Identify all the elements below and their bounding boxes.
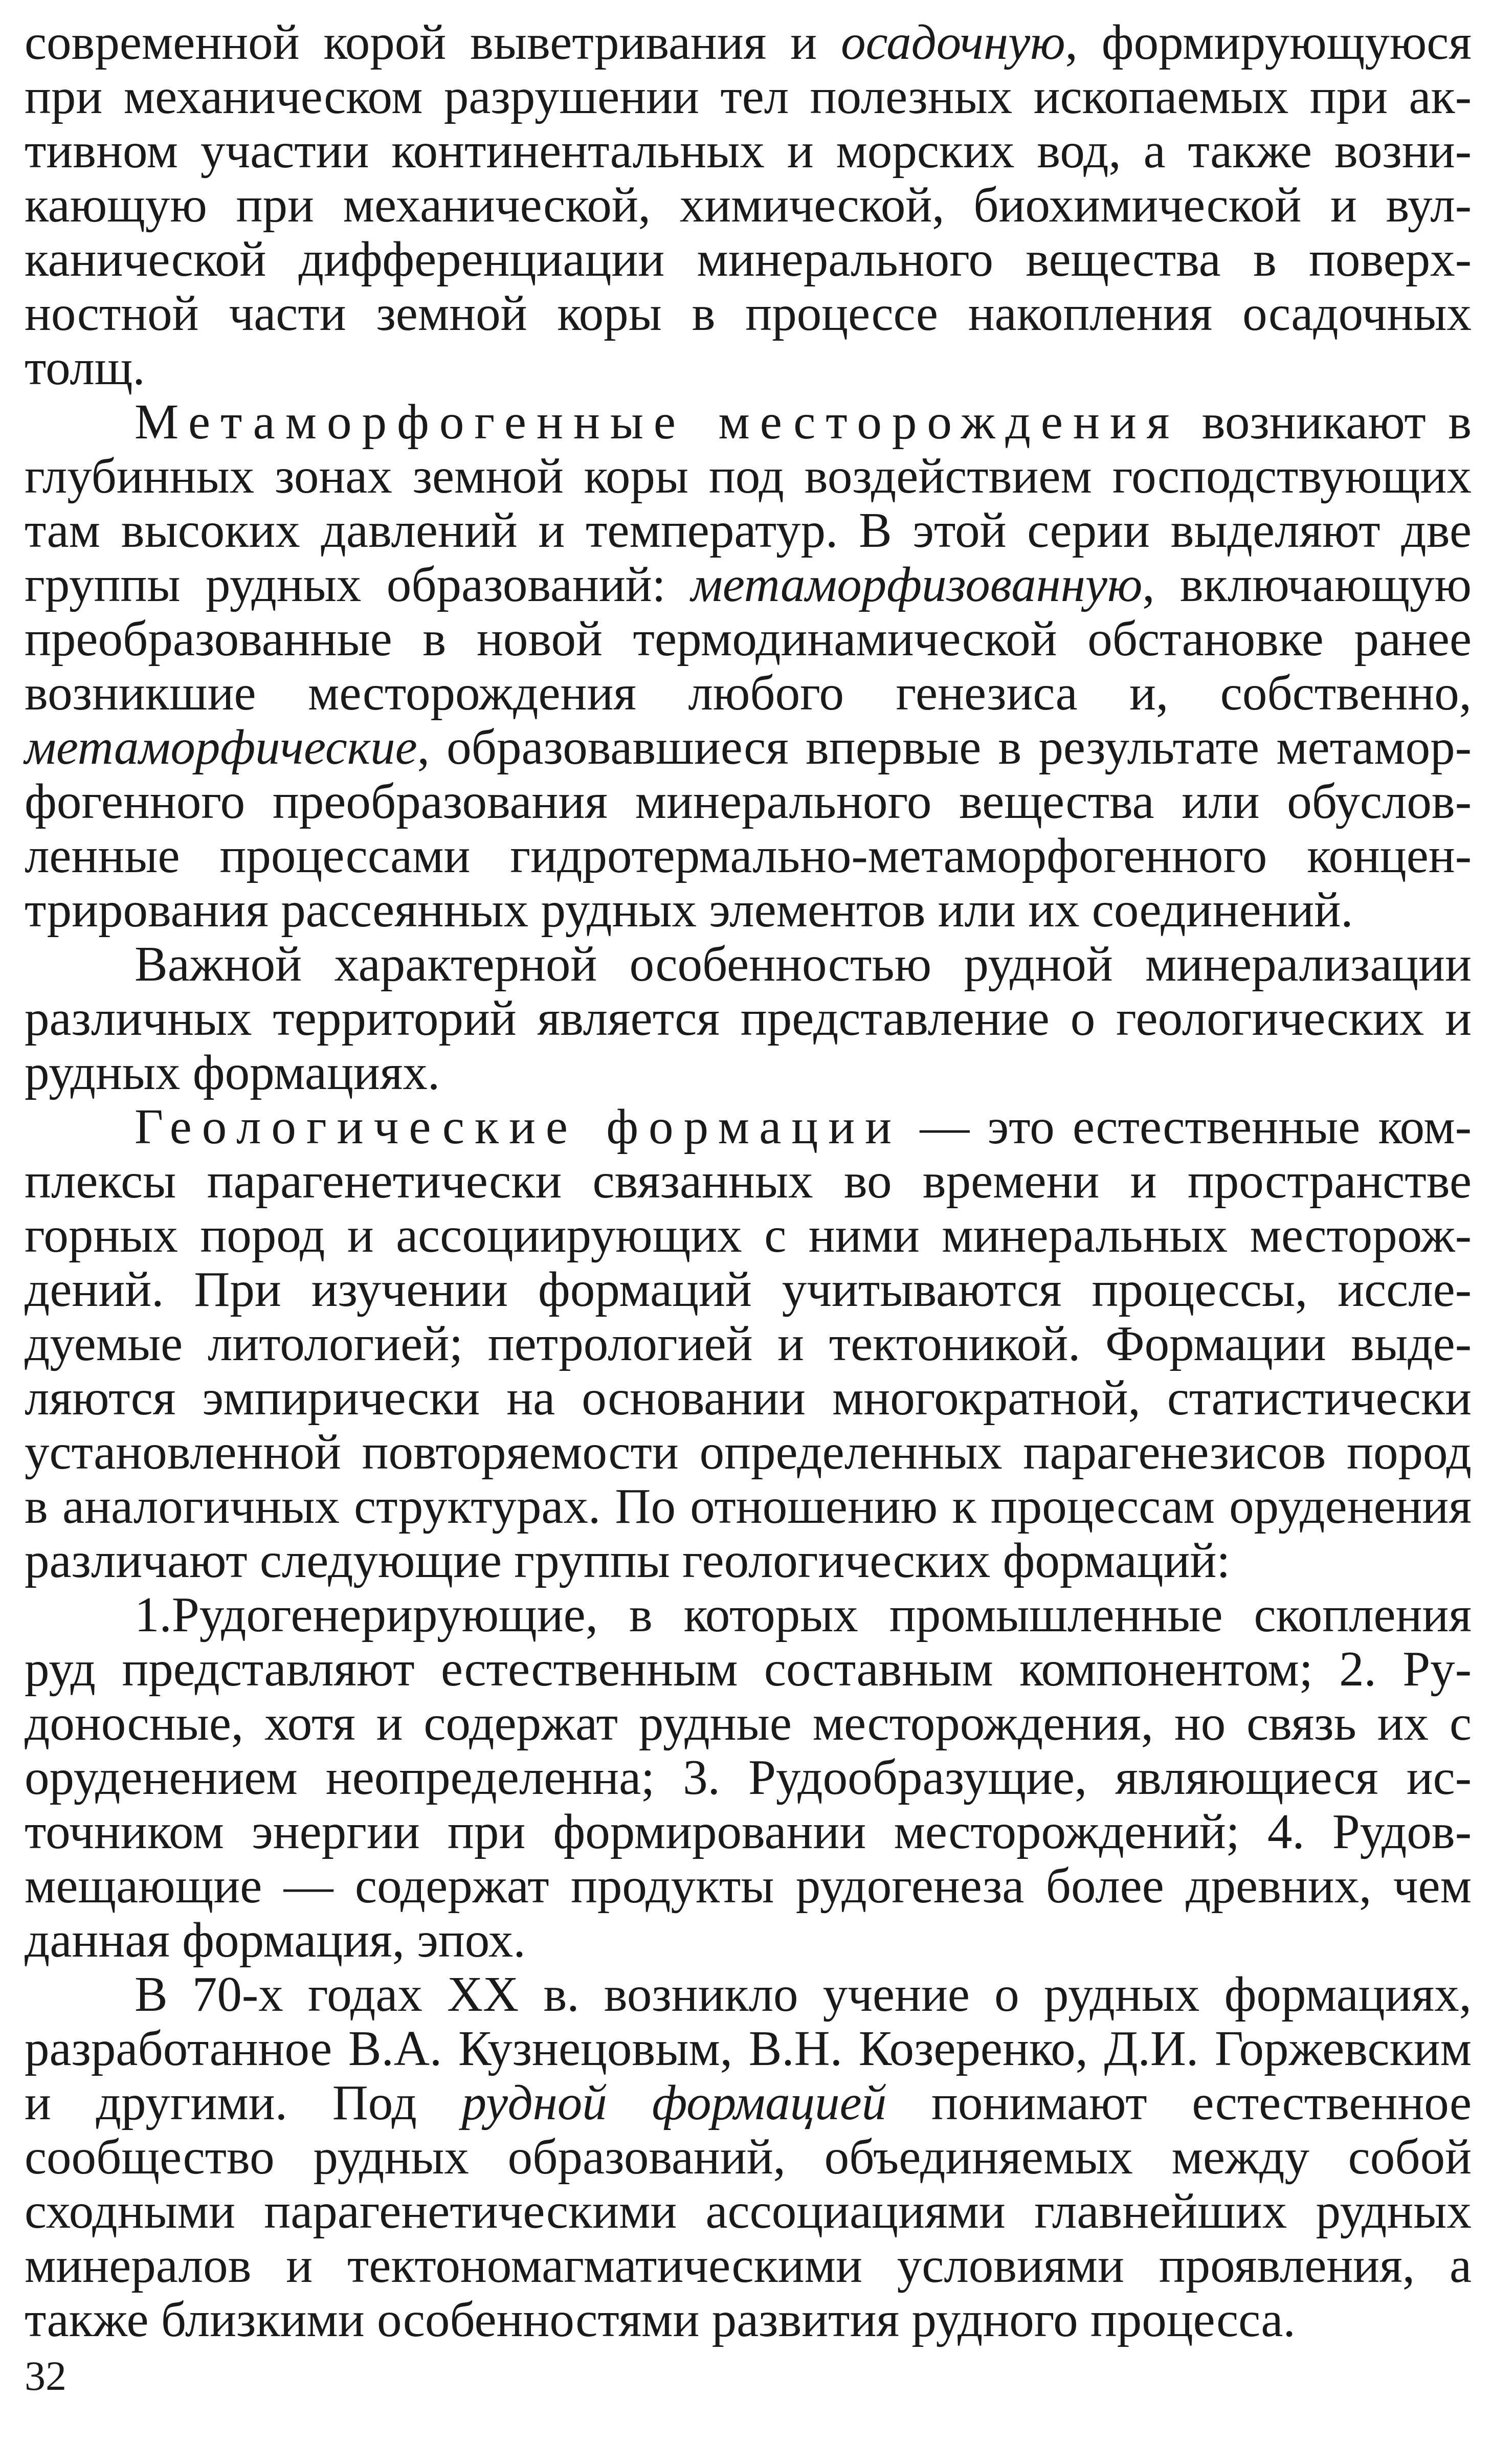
text-run: понимают естественное сообщество рудных образований, объединяемых между собой сходными парагенетическими ассоциациями главнейших рудных минералов и тектономагматическими условиями проявления, а также близкими особенностями развития рудного процесса. [25,2075,1472,2347]
body-text [25,15,1472,2347]
paragraph-p1 [25,15,1472,395]
page-number: 32 [25,2352,66,2399]
text-run: , формирующуюся при механическом разрушении тел полезных ископаемых при активном участии континентальных и морских вод, а также возникающую при механической, химической, биохимической и вулканической дифференциации минерального вещества в поверхностной части земной коры в процессе накопления осадочных толщ. [25,15,1472,395]
text-run: возникают в глубинных зонах земной коры под воздействием господствующих там высоких давлений и температур. В этой серии выделяют две группы рудных образований: [25,394,1472,612]
text-run: Важной характерной особенностью рудной минерализации различных территорий является представление о геологических и рудных формациях. [25,937,1472,1100]
italic-term: осадочную [841,15,1065,70]
paragraph-p5 [25,1588,1472,1967]
italic-term: метаморфические [25,720,417,774]
italic-term: метаморфизованную [691,557,1143,612]
text-run: — это естественные комплексы парагенетически связанных во времени и пространстве горных пород и ассоциирующих с ними минеральных месторождений. При изучении формаций учитываются процессы, исследуемые литологией; петрологией и тектоникой. Формации выделяются эмпирически на основании многократной, статистически установленной повторяемости определенных парагенезисов пород в аналогичных структурах. По отношению к процессам оруденения различают следующие группы геологических формаций: [25,1099,1472,1588]
paragraph-p2 [25,395,1472,937]
spaced-term: Геологические формации [135,1099,902,1154]
text-run: , включающую преобразованные в новой термодинамической обстановке ранее возникшие месторождения любого генезиса и, собственно, [25,557,1472,720]
paragraph-p3 [25,937,1472,1100]
text-run: В 70-х годах XX в. возникло учение о рудных формациях, разработанное В.А. Кузнецовым, В.Н. Козеренко, Д.И. Горжевским и другими. Под [25,1967,1472,2130]
paragraph-p6 [25,1967,1472,2347]
spaced-term: Метаморфогенные месторождения [135,394,1180,449]
text-run: 1.Рудогенерирующие, в которых промышленные скопления руд представляют естественным составным компонентом; 2. Рудоносные, хотя и содержат рудные месторождения, но связь их с оруденением неопределенна; 3. Рудообразущие, являющиеся источником энергии при формировании месторождений; 4. Рудовмещающие — содержат продукты рудогенеза более древних, чем данная формация, эпох. [25,1587,1472,1967]
text-run: современной корой выветривания и [25,15,841,70]
italic-term: рудной формацией [461,2075,887,2130]
paragraph-p4 [25,1100,1472,1588]
text-run: , образовавшиеся впервые в результате метаморфогенного преобразования минерального вещества или обусловленные процессами гидротермально-метаморфогенного концентрирования рассеянных рудных элементов или их соединений. [25,720,1472,937]
